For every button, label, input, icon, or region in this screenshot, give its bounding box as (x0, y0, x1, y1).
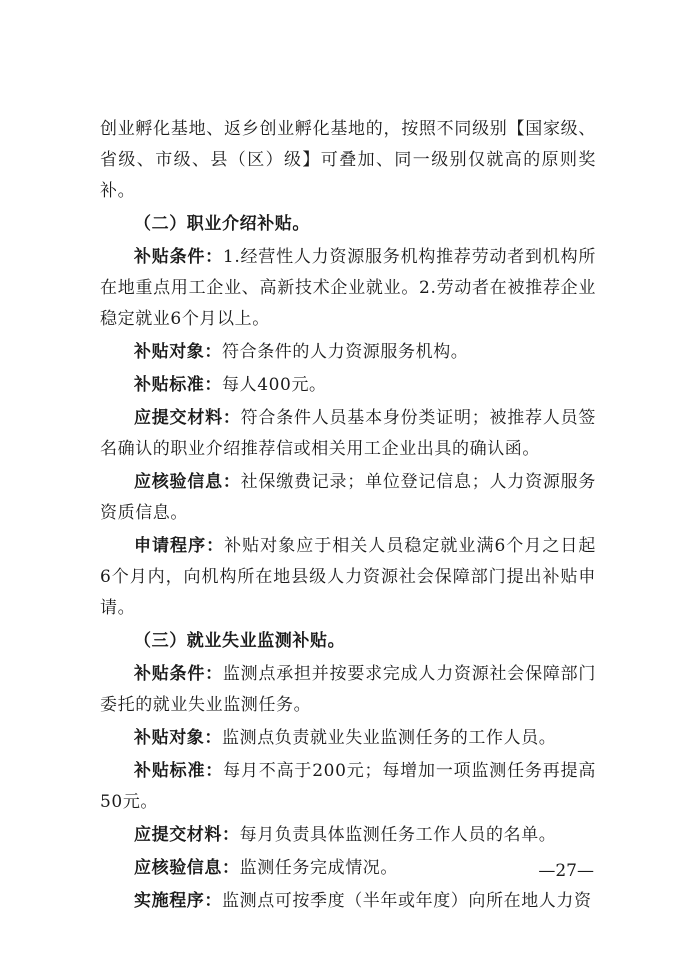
paragraph-label: 补贴标准： (134, 761, 224, 781)
paragraph-text: 每月不高于200元；每增加一项监测任务再提高50元。 (100, 761, 597, 812)
paragraph-verification-info (100, 853, 596, 884)
paragraph-text: 监测点可按季度（半年或年度）向所在地人力资 (222, 891, 592, 911)
heading-text: （二）职业介绍补贴。 (134, 214, 310, 234)
paragraph-label: 应核验信息： (134, 858, 240, 878)
heading-text: （三）就业失业监测补贴。 (134, 631, 346, 651)
paragraph-label: 应提交材料： (134, 825, 240, 845)
paragraph-implementation-procedure (100, 886, 596, 917)
paragraph-text: 创业孵化基地、返乡创业孵化基地的，按照不同级别【国家级、省级、市级、县（区）级】可叠加、同一级别仅就高的原则奖补。 (100, 119, 596, 201)
paragraph-application-procedure (100, 531, 596, 624)
paragraph-label: 应核验信息： (134, 472, 241, 492)
paragraph-subsidy-standard (100, 756, 596, 818)
paragraph-text: 监测点承担并按要求完成人力资源社会保障部门委托的就业失业监测任务。 (100, 664, 597, 715)
paragraph-text: 补贴对象应于相关人员稳定就业满6个月之日起6个月内，向机构所在地县级人力资源社会保障部门提出补贴申请。 (100, 536, 597, 618)
paragraph-continuation (100, 114, 596, 207)
paragraph-text: 每人400元。 (222, 375, 327, 395)
paragraph-label: 补贴条件： (134, 664, 223, 684)
paragraph-required-materials (100, 820, 596, 851)
paragraph-label: 补贴对象： (134, 728, 222, 748)
paragraph-subsidy-target (100, 337, 596, 368)
paragraph-label: 实施程序： (134, 891, 222, 911)
paragraph-label: 申请程序： (134, 536, 225, 556)
page-body (100, 114, 596, 917)
paragraph-text: 监测任务完成情况。 (239, 858, 399, 878)
paragraph-text: 符合条件的人力资源服务机构。 (222, 342, 469, 362)
paragraph-text: 符合条件人员基本身份类证明；被推荐人员签名确认的职业介绍推荐信或相关用工企业出具的确认函。 (100, 408, 596, 459)
paragraph-text: 每月负责具体监测任务工作人员的名单。 (239, 825, 557, 845)
paragraph-label: 应提交材料： (134, 408, 241, 428)
paragraph-required-materials (100, 403, 596, 465)
paragraph-label: 补贴条件： (134, 247, 223, 267)
paragraph-text: 监测点负责就业失业监测任务的工作人员。 (222, 728, 557, 748)
paragraph-subsidy-conditions (100, 659, 596, 721)
paragraph-text: 社保缴费记录；单位登记信息；人力资源服务资质信息。 (100, 472, 596, 523)
paragraph-label: 补贴标准： (134, 375, 222, 395)
paragraph-text: 1.经营性人力资源服务机构推荐劳动者到机构所在地重点用工企业、高新技术企业就业。2.劳动者在被推荐企业稳定就业6个月以上。 (100, 247, 597, 329)
page-number: —27— (538, 861, 594, 881)
paragraph-subsidy-target (100, 723, 596, 754)
paragraph-subsidy-standard (100, 370, 596, 401)
paragraph-subsidy-conditions (100, 242, 596, 335)
section-heading-2 (100, 209, 596, 240)
section-heading-3 (100, 626, 596, 657)
paragraph-verification-info (100, 467, 596, 529)
paragraph-label: 补贴对象： (134, 342, 222, 362)
